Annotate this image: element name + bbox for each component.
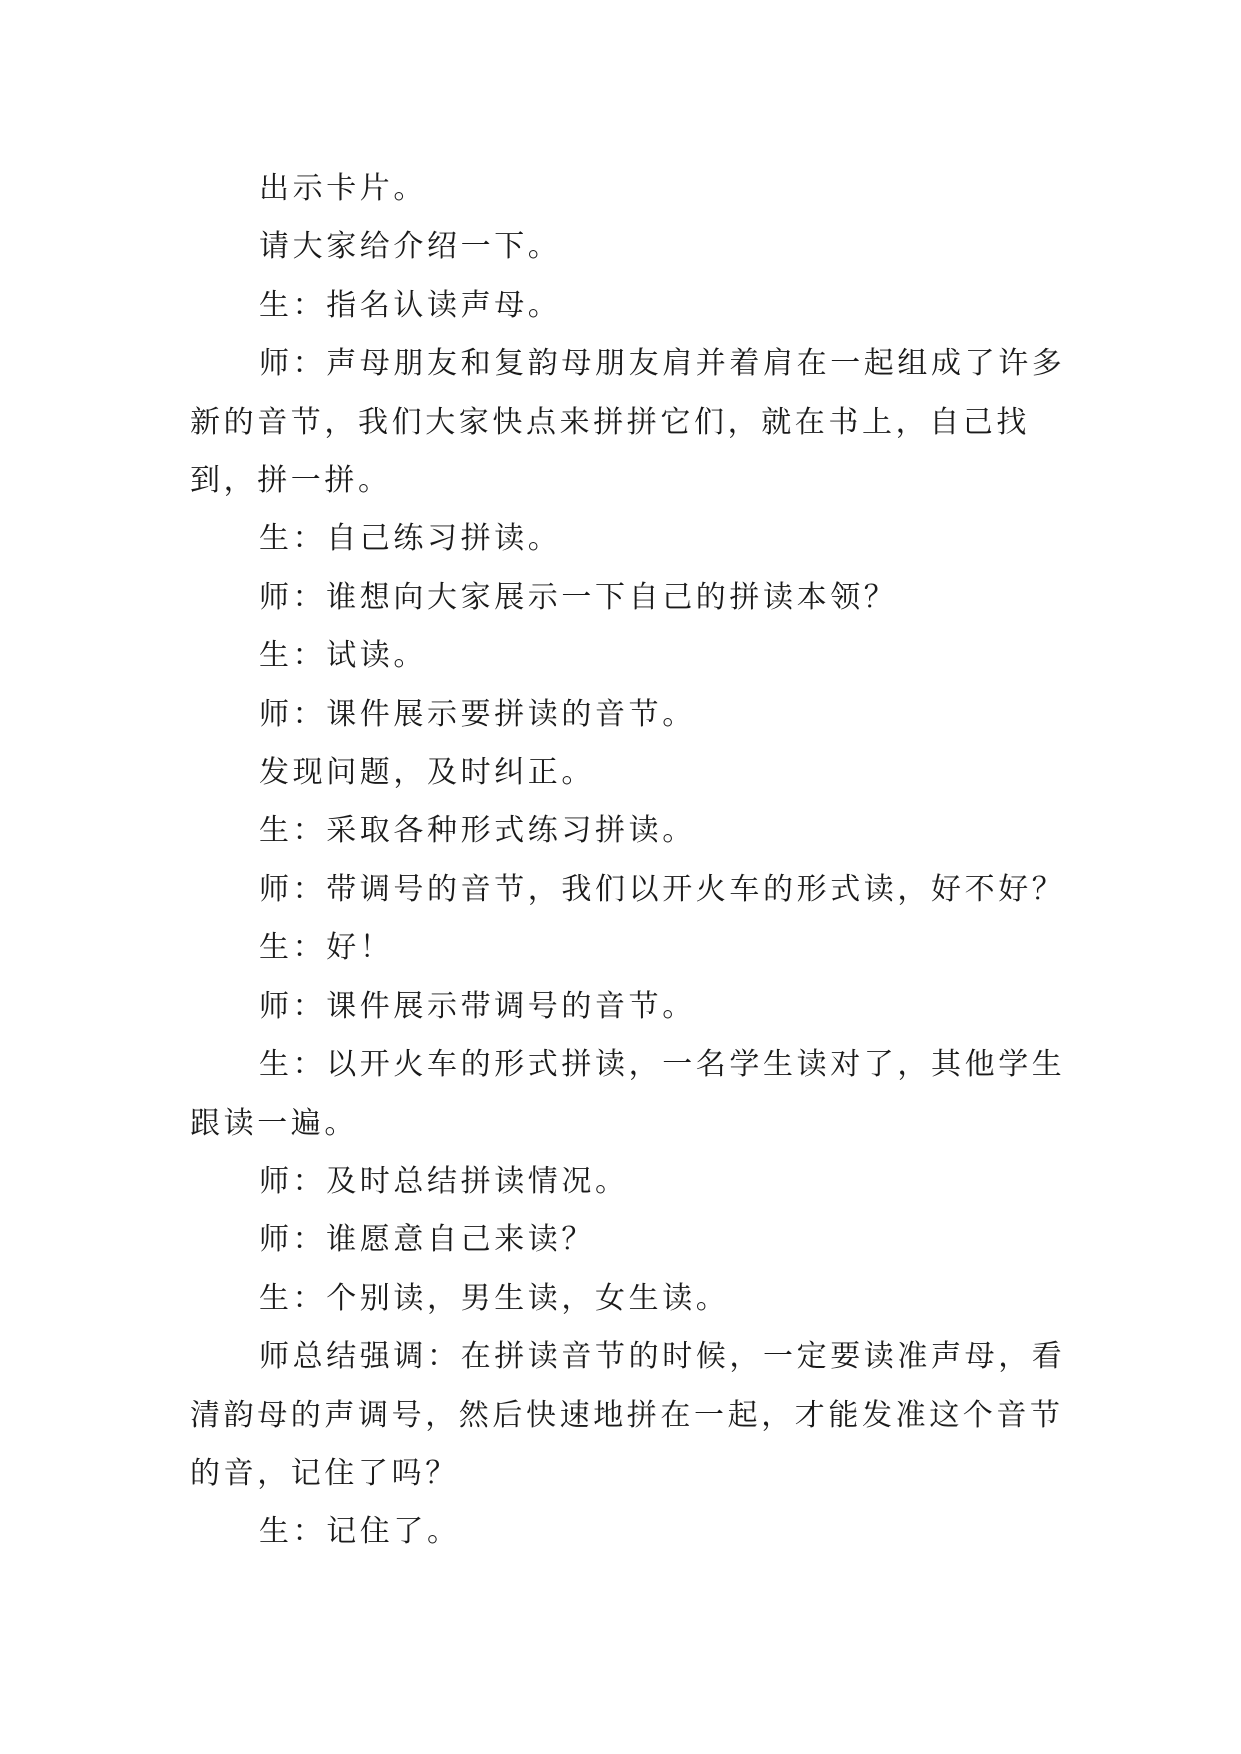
paragraph: 师：带调号的音节，我们以开火车的形式读，好不好？ [259, 871, 1066, 907]
paragraph: 师：课件展示要拼读的音节。 [259, 696, 696, 732]
paragraph: 发现问题，及时纠正。 [259, 755, 595, 791]
paragraph: 请大家给介绍一下。 [259, 229, 562, 265]
paragraph: 生：好！ [259, 930, 394, 966]
paragraph: 师：课件展示带调号的音节。 [259, 988, 696, 1024]
paragraph: 生：指名认读声母。 [259, 287, 562, 323]
paragraph: 师：谁愿意自己来读？ [259, 1222, 595, 1258]
paragraph: 师：及时总结拼读情况。 [259, 1163, 629, 1199]
paragraph: 生：采取各种形式练习拼读。 [259, 813, 696, 849]
paragraph: 生：个别读，男生读，女生读。 [259, 1280, 730, 1316]
paragraph: 师总结强调：在拼读音节的时候，一定要读准声母，看清韵母的声调号，然后快速地拼在一起，才能发准这个音节的音，记住了吗？ [190, 1339, 1066, 1491]
paragraph: 出示卡片。 [259, 171, 427, 206]
paragraph: 生：自己练习拼读。 [259, 521, 562, 557]
paragraph: 师：谁想向大家展示一下自己的拼读本领？ [259, 579, 898, 615]
paragraph: 生：试读。 [259, 638, 427, 674]
document-page [190, 160, 1070, 1562]
paragraph: 生：以开火车的形式拼读，一名学生读对了，其他学生跟读一遍。 [190, 1047, 1066, 1141]
paragraph: 生：记住了。 [259, 1514, 461, 1550]
paragraph: 师：声母朋友和复韵母朋友肩并着肩在一起组成了许多新的音节，我们大家快点来拼拼它们，就在书上，自己找到，拼一拼。 [190, 346, 1066, 499]
